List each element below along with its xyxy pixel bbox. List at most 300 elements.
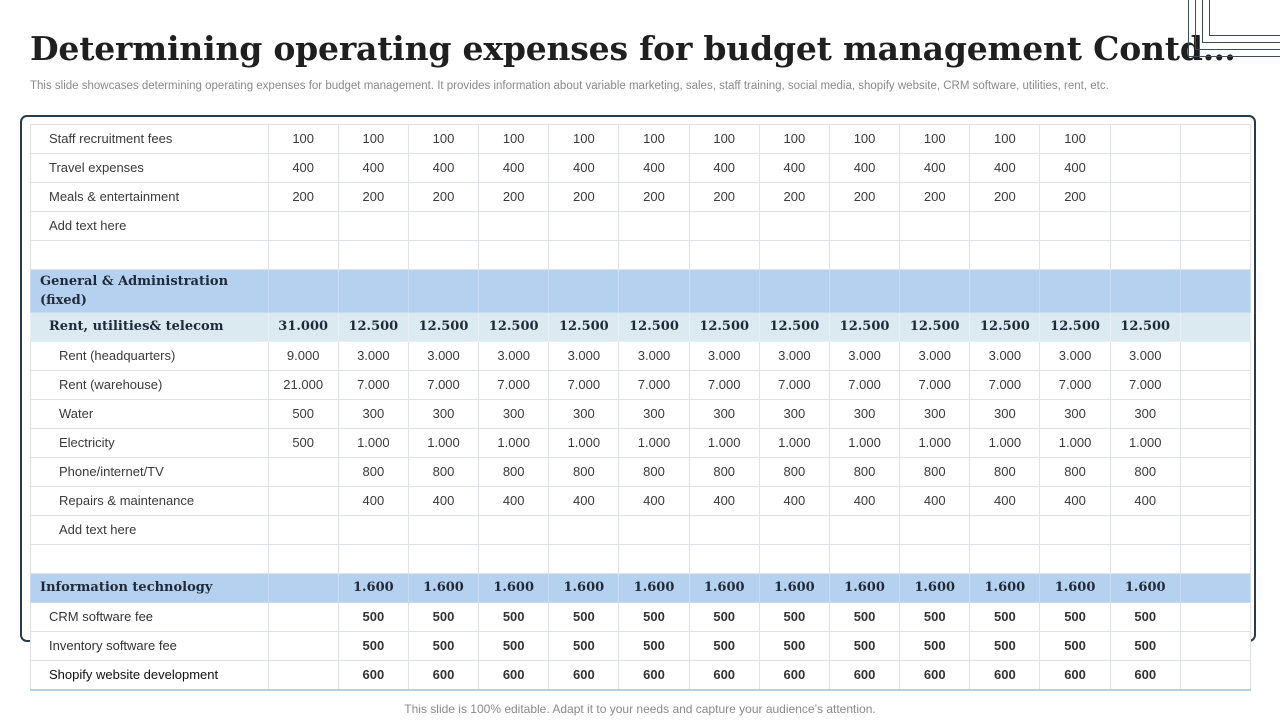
value-cell — [549, 241, 619, 270]
value-cell: 300 — [408, 400, 478, 429]
value-cell: 100 — [759, 125, 829, 154]
row-label: Add text here — [31, 516, 269, 545]
value-cell: 1.000 — [689, 429, 759, 458]
value-cell: 600 — [689, 661, 759, 691]
value-cell: 7.000 — [619, 371, 689, 400]
value-cell: 400 — [338, 154, 408, 183]
value-cell: 100 — [1040, 125, 1110, 154]
value-cell: 100 — [338, 125, 408, 154]
value-cell: 12.500 — [689, 313, 759, 342]
row-label: Water — [31, 400, 269, 429]
value-cell: 400 — [970, 154, 1040, 183]
value-cell: 1.600 — [479, 574, 549, 603]
value-cell — [970, 516, 1040, 545]
value-cell: 300 — [1040, 400, 1110, 429]
value-cell: 600 — [619, 661, 689, 691]
value-cell: 500 — [479, 632, 549, 661]
value-cell: 1.600 — [408, 574, 478, 603]
value-cell: 12.500 — [970, 313, 1040, 342]
value-cell — [1110, 183, 1180, 212]
value-cell: 3.000 — [479, 342, 549, 371]
value-cell — [1110, 125, 1180, 154]
value-cell: 12.500 — [549, 313, 619, 342]
value-cell: 400 — [829, 487, 899, 516]
value-cell — [268, 458, 338, 487]
value-cell: 200 — [829, 183, 899, 212]
value-cell: 400 — [689, 154, 759, 183]
row-label: Repairs & maintenance — [31, 487, 269, 516]
value-cell: 200 — [268, 183, 338, 212]
value-cell: 100 — [900, 125, 970, 154]
value-cell: 500 — [1040, 603, 1110, 632]
table-row — [31, 487, 1251, 516]
value-cell: 7.000 — [970, 371, 1040, 400]
value-cell — [759, 516, 829, 545]
table-row — [31, 125, 1251, 154]
value-cell: 500 — [549, 603, 619, 632]
value-cell: 800 — [549, 458, 619, 487]
value-cell: 400 — [970, 487, 1040, 516]
value-cell — [619, 545, 689, 574]
value-cell — [1180, 516, 1250, 545]
value-cell — [268, 574, 338, 603]
value-cell: 7.000 — [408, 371, 478, 400]
value-cell — [408, 270, 478, 313]
value-cell: 400 — [1040, 154, 1110, 183]
value-cell: 600 — [1110, 661, 1180, 691]
value-cell — [1180, 342, 1250, 371]
value-cell: 7.000 — [689, 371, 759, 400]
value-cell — [829, 241, 899, 270]
value-cell: 200 — [759, 183, 829, 212]
row-label: CRM software fee — [31, 603, 269, 632]
value-cell: 300 — [479, 400, 549, 429]
value-cell — [268, 212, 338, 241]
value-cell: 3.000 — [829, 342, 899, 371]
value-cell: 800 — [900, 458, 970, 487]
value-cell — [1180, 371, 1250, 400]
row-label: Meals & entertainment — [31, 183, 269, 212]
value-cell — [408, 516, 478, 545]
table-row — [31, 545, 1251, 574]
value-cell: 400 — [408, 487, 478, 516]
row-label: Staff recruitment fees — [31, 125, 269, 154]
row-label: General & Administration (fixed) — [31, 270, 269, 313]
row-label — [31, 545, 269, 574]
table-row — [31, 212, 1251, 241]
value-cell: 31.000 — [268, 313, 338, 342]
value-cell: 800 — [408, 458, 478, 487]
value-cell: 800 — [759, 458, 829, 487]
value-cell — [338, 270, 408, 313]
value-cell: 400 — [900, 487, 970, 516]
value-cell: 1.000 — [759, 429, 829, 458]
value-cell: 800 — [619, 458, 689, 487]
row-label: Add text here — [31, 212, 269, 241]
value-cell: 500 — [408, 603, 478, 632]
value-cell: 7.000 — [1040, 371, 1110, 400]
value-cell: 1.000 — [549, 429, 619, 458]
value-cell: 1.000 — [619, 429, 689, 458]
value-cell — [268, 545, 338, 574]
value-cell: 400 — [1110, 487, 1180, 516]
value-cell — [619, 212, 689, 241]
value-cell: 100 — [549, 125, 619, 154]
table-row — [31, 400, 1251, 429]
row-label: Inventory software fee — [31, 632, 269, 661]
value-cell — [338, 545, 408, 574]
value-cell: 300 — [689, 400, 759, 429]
value-cell: 1.000 — [970, 429, 1040, 458]
row-label: Travel expenses — [31, 154, 269, 183]
value-cell: 500 — [1110, 603, 1180, 632]
value-cell: 800 — [970, 458, 1040, 487]
value-cell — [1040, 212, 1110, 241]
value-cell: 12.500 — [829, 313, 899, 342]
value-cell: 600 — [338, 661, 408, 691]
value-cell — [970, 270, 1040, 313]
value-cell: 500 — [900, 632, 970, 661]
value-cell: 500 — [829, 632, 899, 661]
table-row — [31, 458, 1251, 487]
value-cell: 3.000 — [338, 342, 408, 371]
value-cell: 800 — [1040, 458, 1110, 487]
value-cell — [689, 241, 759, 270]
value-cell — [970, 212, 1040, 241]
value-cell — [900, 516, 970, 545]
value-cell: 400 — [268, 154, 338, 183]
value-cell: 7.000 — [1110, 371, 1180, 400]
value-cell — [268, 661, 338, 691]
value-cell — [268, 487, 338, 516]
value-cell: 100 — [479, 125, 549, 154]
value-cell: 12.500 — [479, 313, 549, 342]
value-cell: 300 — [759, 400, 829, 429]
value-cell: 12.500 — [408, 313, 478, 342]
value-cell: 12.500 — [900, 313, 970, 342]
value-cell: 500 — [549, 632, 619, 661]
value-cell: 3.000 — [1110, 342, 1180, 371]
value-cell: 200 — [338, 183, 408, 212]
row-label: Information technology — [31, 574, 269, 603]
value-cell: 3.000 — [689, 342, 759, 371]
value-cell — [1180, 487, 1250, 516]
value-cell — [1180, 241, 1250, 270]
value-cell — [338, 241, 408, 270]
value-cell — [689, 545, 759, 574]
value-cell: 400 — [549, 487, 619, 516]
value-cell — [268, 241, 338, 270]
row-label: Shopify website development — [31, 661, 269, 691]
value-cell — [759, 241, 829, 270]
value-cell: 12.500 — [759, 313, 829, 342]
value-cell — [549, 545, 619, 574]
value-cell — [900, 270, 970, 313]
value-cell: 7.000 — [549, 371, 619, 400]
value-cell: 200 — [689, 183, 759, 212]
value-cell: 400 — [479, 487, 549, 516]
value-cell — [268, 516, 338, 545]
value-cell: 500 — [829, 603, 899, 632]
value-cell — [408, 212, 478, 241]
value-cell: 1.600 — [619, 574, 689, 603]
value-cell: 1.600 — [338, 574, 408, 603]
value-cell — [268, 603, 338, 632]
table-row — [31, 270, 1251, 313]
value-cell — [479, 270, 549, 313]
value-cell: 400 — [479, 154, 549, 183]
value-cell — [1180, 212, 1250, 241]
value-cell: 400 — [1040, 487, 1110, 516]
row-label: Electricity — [31, 429, 269, 458]
value-cell — [549, 516, 619, 545]
table-row — [31, 241, 1251, 270]
value-cell: 500 — [619, 603, 689, 632]
value-cell: 100 — [970, 125, 1040, 154]
value-cell: 100 — [268, 125, 338, 154]
value-cell: 1.600 — [1110, 574, 1180, 603]
table-row — [31, 342, 1251, 371]
value-cell: 100 — [408, 125, 478, 154]
value-cell — [1040, 241, 1110, 270]
row-label: Phone/internet/TV — [31, 458, 269, 487]
value-cell: 500 — [1040, 632, 1110, 661]
value-cell: 1.000 — [1040, 429, 1110, 458]
value-cell: 600 — [900, 661, 970, 691]
value-cell — [970, 241, 1040, 270]
value-cell — [1180, 400, 1250, 429]
value-cell — [829, 516, 899, 545]
value-cell: 500 — [268, 429, 338, 458]
value-cell: 500 — [338, 603, 408, 632]
slide-footer: This slide is 100% editable. Adapt it to your needs and capture your audience’s attention. — [404, 702, 876, 716]
corner-decoration — [1188, 0, 1280, 60]
table-row — [31, 154, 1251, 183]
value-cell — [970, 545, 1040, 574]
table-row — [31, 371, 1251, 400]
value-cell: 500 — [689, 603, 759, 632]
value-cell: 500 — [338, 632, 408, 661]
value-cell: 600 — [970, 661, 1040, 691]
value-cell — [619, 516, 689, 545]
value-cell — [1180, 429, 1250, 458]
value-cell: 100 — [689, 125, 759, 154]
value-cell: 3.000 — [619, 342, 689, 371]
value-cell — [619, 270, 689, 313]
value-cell — [479, 516, 549, 545]
value-cell — [689, 270, 759, 313]
table-row — [31, 603, 1251, 632]
value-cell — [1040, 516, 1110, 545]
value-cell: 12.500 — [619, 313, 689, 342]
value-cell: 200 — [549, 183, 619, 212]
value-cell — [1180, 632, 1250, 661]
value-cell: 400 — [759, 487, 829, 516]
value-cell: 7.000 — [759, 371, 829, 400]
value-cell: 300 — [900, 400, 970, 429]
value-cell: 1.000 — [408, 429, 478, 458]
value-cell: 300 — [338, 400, 408, 429]
value-cell: 400 — [619, 154, 689, 183]
value-cell — [479, 241, 549, 270]
value-cell: 500 — [1110, 632, 1180, 661]
value-cell: 7.000 — [829, 371, 899, 400]
value-cell: 800 — [338, 458, 408, 487]
value-cell — [1180, 545, 1250, 574]
value-cell: 1.000 — [1110, 429, 1180, 458]
value-cell: 600 — [549, 661, 619, 691]
value-cell: 400 — [549, 154, 619, 183]
table-row — [31, 661, 1251, 691]
value-cell — [900, 212, 970, 241]
value-cell: 7.000 — [338, 371, 408, 400]
value-cell: 200 — [408, 183, 478, 212]
value-cell: 600 — [1040, 661, 1110, 691]
value-cell: 600 — [408, 661, 478, 691]
value-cell: 21.000 — [268, 371, 338, 400]
value-cell: 7.000 — [900, 371, 970, 400]
value-cell: 3.000 — [970, 342, 1040, 371]
value-cell: 12.500 — [1110, 313, 1180, 342]
value-cell: 800 — [829, 458, 899, 487]
value-cell — [1180, 458, 1250, 487]
value-cell — [759, 212, 829, 241]
value-cell: 300 — [829, 400, 899, 429]
value-cell: 1.000 — [338, 429, 408, 458]
value-cell: 600 — [759, 661, 829, 691]
value-cell: 600 — [829, 661, 899, 691]
value-cell: 400 — [900, 154, 970, 183]
value-cell — [268, 632, 338, 661]
value-cell: 200 — [479, 183, 549, 212]
table-row — [31, 183, 1251, 212]
value-cell: 3.000 — [408, 342, 478, 371]
value-cell — [900, 545, 970, 574]
value-cell: 1.000 — [479, 429, 549, 458]
slide-subtitle: This slide showcases determining operating expenses for budget management. It provides information about variable marketing, sales, staff training, social media, shopify website, CRM software, utilities, rent, etc. — [30, 80, 1109, 92]
value-cell — [408, 241, 478, 270]
row-label: Rent (warehouse) — [31, 371, 269, 400]
value-cell — [689, 516, 759, 545]
value-cell — [479, 212, 549, 241]
value-cell: 3.000 — [900, 342, 970, 371]
value-cell: 1.600 — [900, 574, 970, 603]
value-cell: 500 — [900, 603, 970, 632]
value-cell: 1.600 — [1040, 574, 1110, 603]
value-cell — [829, 545, 899, 574]
value-cell — [479, 545, 549, 574]
value-cell: 500 — [759, 603, 829, 632]
value-cell: 12.500 — [338, 313, 408, 342]
table-row — [31, 429, 1251, 458]
slide-title: Determining operating expenses for budget management Contd… — [30, 29, 1236, 68]
value-cell — [338, 516, 408, 545]
table-row — [31, 313, 1251, 342]
value-cell: 800 — [1110, 458, 1180, 487]
value-cell: 400 — [408, 154, 478, 183]
value-cell: 400 — [759, 154, 829, 183]
value-cell — [1180, 125, 1250, 154]
table-row — [31, 516, 1251, 545]
value-cell: 300 — [619, 400, 689, 429]
value-cell: 1.600 — [689, 574, 759, 603]
value-cell — [549, 270, 619, 313]
value-cell: 9.000 — [268, 342, 338, 371]
value-cell — [1180, 183, 1250, 212]
value-cell: 1.600 — [970, 574, 1040, 603]
value-cell: 300 — [1110, 400, 1180, 429]
value-cell: 800 — [479, 458, 549, 487]
value-cell — [1040, 270, 1110, 313]
value-cell: 3.000 — [759, 342, 829, 371]
value-cell: 800 — [689, 458, 759, 487]
value-cell — [900, 241, 970, 270]
value-cell — [759, 545, 829, 574]
value-cell: 3.000 — [549, 342, 619, 371]
value-cell: 200 — [970, 183, 1040, 212]
value-cell: 400 — [689, 487, 759, 516]
row-label: Rent, utilities& telecom — [31, 313, 269, 342]
value-cell: 200 — [619, 183, 689, 212]
value-cell: 500 — [759, 632, 829, 661]
value-cell: 1.600 — [549, 574, 619, 603]
value-cell: 400 — [829, 154, 899, 183]
value-cell: 100 — [829, 125, 899, 154]
value-cell: 3.000 — [1040, 342, 1110, 371]
row-label — [31, 241, 269, 270]
value-cell: 500 — [619, 632, 689, 661]
value-cell — [1180, 154, 1250, 183]
value-cell: 500 — [408, 632, 478, 661]
value-cell: 1.600 — [759, 574, 829, 603]
value-cell — [829, 270, 899, 313]
table-row — [31, 632, 1251, 661]
value-cell — [619, 241, 689, 270]
value-cell — [1110, 154, 1180, 183]
table-row — [31, 574, 1251, 603]
value-cell — [1110, 241, 1180, 270]
value-cell: 1.000 — [900, 429, 970, 458]
value-cell — [689, 212, 759, 241]
value-cell: 600 — [479, 661, 549, 691]
value-cell: 500 — [970, 603, 1040, 632]
value-cell: 7.000 — [479, 371, 549, 400]
value-cell: 500 — [689, 632, 759, 661]
value-cell: 500 — [268, 400, 338, 429]
value-cell — [408, 545, 478, 574]
value-cell — [338, 212, 408, 241]
value-cell: 12.500 — [1040, 313, 1110, 342]
value-cell: 300 — [970, 400, 1040, 429]
value-cell — [1040, 545, 1110, 574]
value-cell: 400 — [338, 487, 408, 516]
value-cell: 200 — [900, 183, 970, 212]
value-cell — [1180, 313, 1250, 342]
value-cell — [1110, 516, 1180, 545]
value-cell — [1180, 270, 1250, 313]
value-cell: 400 — [619, 487, 689, 516]
expenses-table — [30, 124, 1251, 691]
value-cell: 100 — [619, 125, 689, 154]
value-cell — [1180, 661, 1250, 691]
value-cell — [1110, 212, 1180, 241]
value-cell — [1180, 574, 1250, 603]
value-cell: 500 — [970, 632, 1040, 661]
value-cell — [829, 212, 899, 241]
value-cell: 300 — [549, 400, 619, 429]
value-cell — [1110, 545, 1180, 574]
value-cell — [549, 212, 619, 241]
